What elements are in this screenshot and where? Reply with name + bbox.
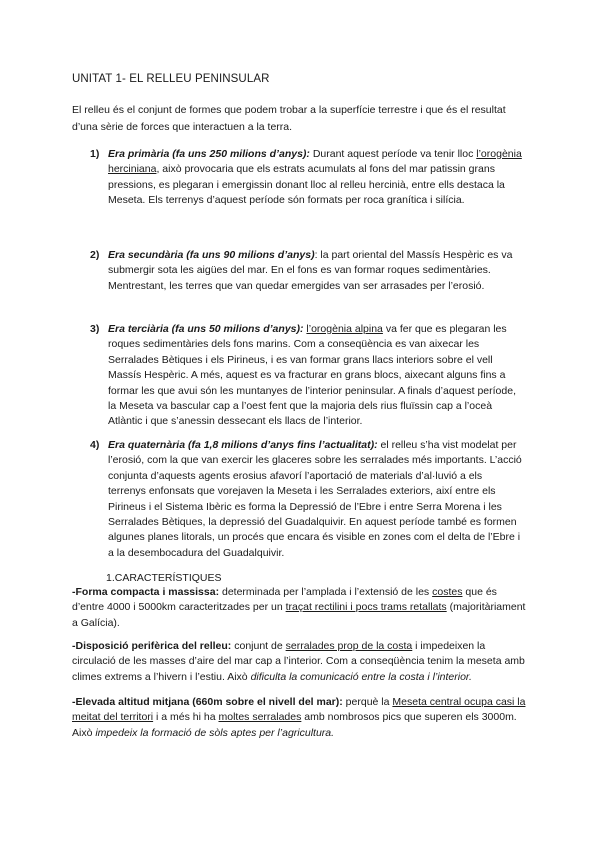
characteristic-peripheral-relief: [72, 639, 527, 685]
era-heading: Era quaternària (fa 1,8 milions d’anys fins l’actualitat):: [108, 439, 378, 451]
list-number: 2): [90, 249, 100, 261]
characteristic-text: determinada per l’amplada i l’extensió de les: [219, 586, 433, 598]
characteristic-heading: -Elevada altitud mitjana (660m sobre el nivell del mar):: [72, 696, 343, 708]
characteristic-text: perquè la: [342, 696, 393, 708]
era-heading: Era terciària (fa uns 50 milions d’anys):: [108, 323, 304, 335]
italic-consequence: dificulta la comunicació entre la costa i l’interior.: [250, 670, 472, 683]
era-body-a: el relleu s’ha vist modelat per l’erosió, com la que van exercir les glaceres sobre les serralades més importants. L’acció conjunta d’aquests agents erosius afavorí l’aportació de materials d’al·luvió a els terrenys enfonsats que vorejaven la Meseta i les Serralades exteriors, així entre els Pirineus i el Sistema Ibèric es forma la Depressió de l’Ebre i entre Serra Morena i les Serralades Bètiques, la depressió del Guadalquivir. En aquest període també es formen algunes planes litorals, un procés que encara és visible en zones com el delta de l’Ebre i a la desembocadura del Guadalquivir.: [108, 439, 522, 559]
list-number: 4): [90, 439, 100, 451]
era-body-a: Durant aquest període va tenir lloc: [309, 148, 477, 160]
characteristic-heading: -Forma compacta i massissa:: [72, 586, 220, 598]
characteristic-text: amb nombrosos pics que superen els 3000m. Això: [72, 711, 517, 739]
underlined-term: serralades prop de la costa: [285, 640, 413, 652]
era-text: [108, 147, 522, 209]
era-text: [108, 438, 522, 561]
era-body-a: : la part oriental del Massís Hespèric es va submergir sota les aigües del mar. En el fons es van formar roques sedimentàries. Mentrestant, les terres que van quedar emergides van ser arrasades per l’erosió.: [108, 249, 513, 292]
era-item-secondary: [90, 248, 522, 294]
characteristic-text: i a més hi ha: [153, 711, 219, 724]
underlined-term: l’orogènia alpina: [306, 323, 383, 335]
era-item-quaternary: [90, 438, 522, 561]
characteristic-text: conjunt de: [231, 640, 286, 652]
underlined-term: l’orogènia herciniana: [108, 148, 522, 176]
characteristic-text: que és d’entre 4000 i 5000km caracteritzades per un: [72, 586, 497, 614]
list-number: 3): [90, 323, 100, 335]
characteristic-text: i impedeixen la circulació de les masses d’aire del mar cap a l’interior. Com a conseqüència tenim la meseta amb climes extrems a l’hivern i l’estiu. Això: [72, 640, 525, 683]
characteristic-compact-form: [72, 585, 527, 631]
section-title: 1.CARACTERÍSTIQUES: [106, 572, 222, 584]
era-text: [108, 322, 522, 430]
underlined-term: traçat rectilini i pocs trams retallats: [285, 601, 447, 614]
italic-consequence: impedeix la formació de sòls aptes per l’agricultura.: [95, 726, 335, 739]
characteristic-heading: -Disposició perifèrica del relleu:: [72, 640, 232, 652]
characteristic-high-altitude: [72, 695, 527, 741]
underlined-term: moltes serralades: [218, 711, 302, 724]
intro-paragraph: El relleu és el conjunt de formes que podem trobar a la superfície terrestre i que és el resultat d’una sèrie de forces que interactuen a la terra.: [72, 104, 506, 133]
era-item-tertiary: [90, 322, 522, 430]
list-number: 1): [90, 148, 100, 160]
page-title: UNITAT 1- EL RELLEU PENINSULAR: [72, 73, 270, 85]
era-heading: Era secundària (fa uns 90 milions d’anys): [108, 249, 315, 261]
underlined-term: costes: [432, 586, 463, 598]
characteristic-text: (majoritàriament a Galícia).: [72, 601, 526, 629]
era-body-b: , això provocaria que els estrats acumulats al fons del mar patissin grans pressions, es plegaran i emergissin donant lloc al relleu hercinià, entre ells destaca la Meseta. Els terrenys d’aquest període són formats per roca granítica i silícia.: [108, 163, 505, 207]
era-text: [108, 248, 522, 294]
era-body-b: va fer que es plegaran les roques sedimentàries dels fons marins. Com a conseqüència es van aixecar les Serralades Bètiques i els Pirineus, i es van formar grans llacs interiors sobre el vell Massís Hespèric. A més, aquest es va fracturar en grans blocs, aixecant alguns fins a formar les que avui són les muntanyes de l’interior peninsular. A finals d’aquest període, la Meseta va bascular cap a l’oest fent que la majoria dels rius fluïssin cap a l’oceà Atlàntic i que s’anessin dessecant els llacs de l’interior.: [108, 323, 516, 428]
era-item-primary: [90, 147, 522, 209]
era-heading: Era primària (fa uns 250 milions d’anys):: [108, 148, 310, 160]
underlined-term: Meseta central ocupa casi la meitat del territori: [72, 696, 526, 724]
